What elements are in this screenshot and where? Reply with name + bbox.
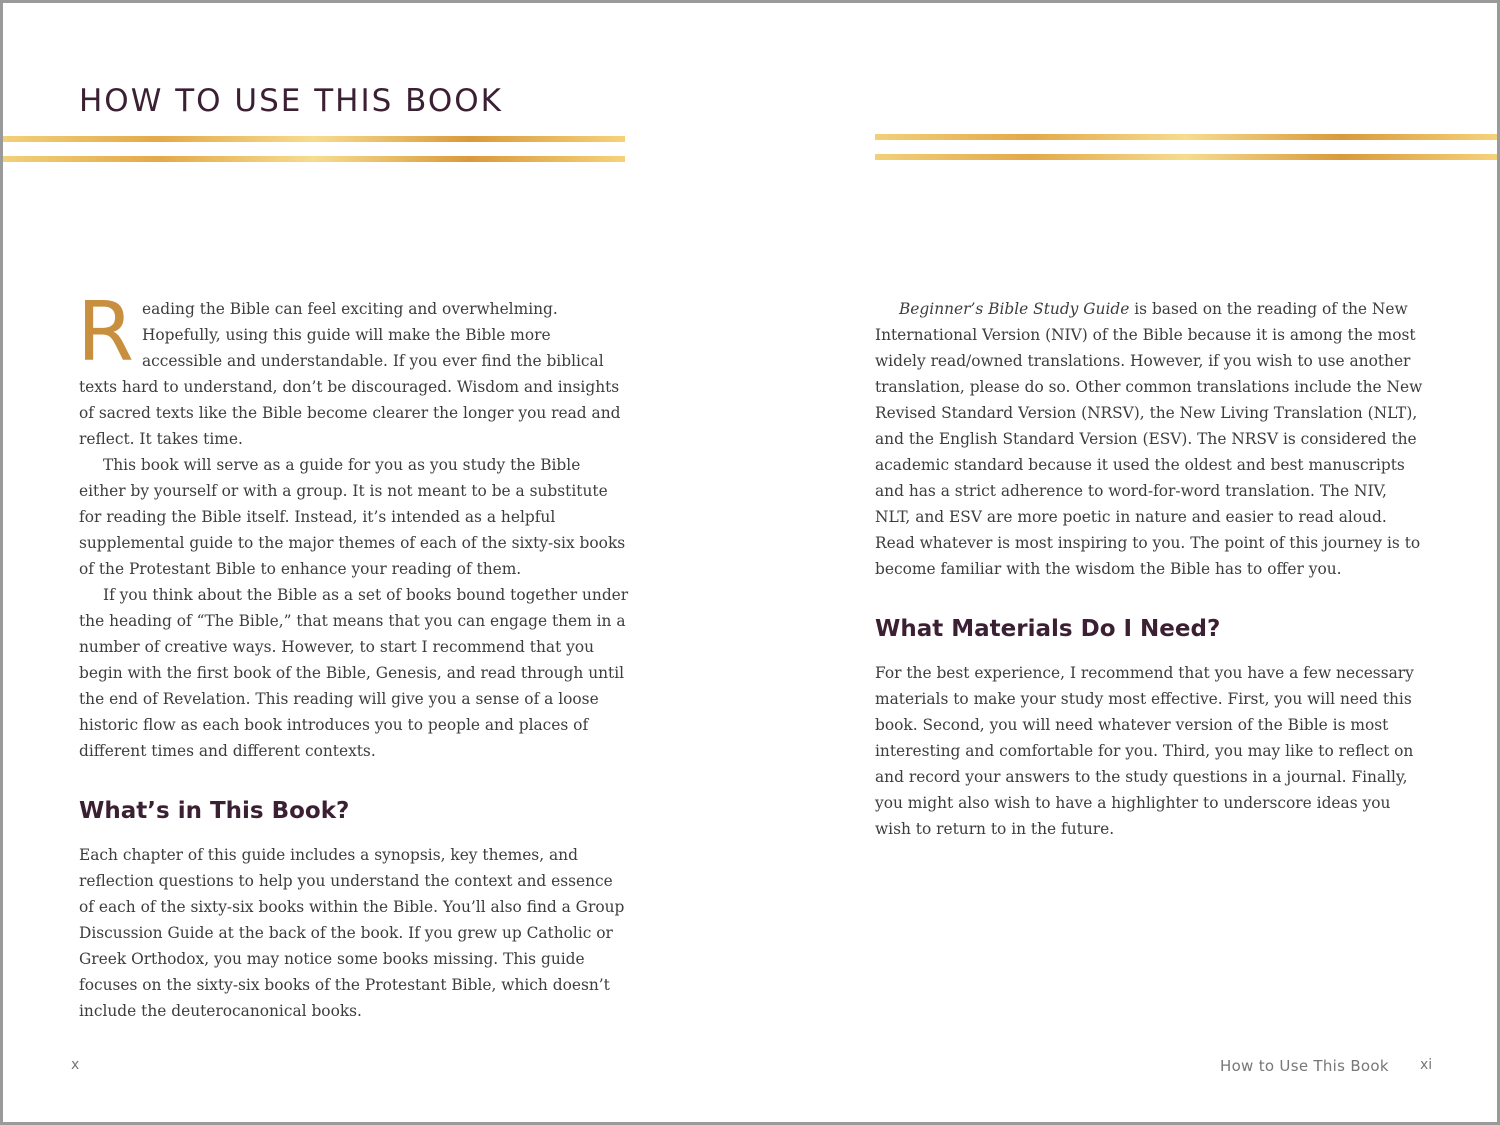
left-page bbox=[3, 3, 750, 1122]
section2-paragraph: For the best experience, I recommend that you have a few necessary materials to make your study most effective. First, you will need this book. Second, you will need whatever version of the Bible is most interesting and comfortable for you. Third, you may like to reflect on and record your answers to the study questions in a journal. Finally, you might also wish to have a highlighter to underscore ideas you wish to return to in the future. bbox=[875, 664, 1414, 838]
running-head: How to Use This Book bbox=[1220, 1057, 1389, 1075]
intro-paragraph-2: This book will serve as a guide for you as you study the Bible either by yourself or with a group. It is not meant to be a substitute for reading the Bible itself. Instead, it’s intended as a helpful supplemental guide to the major themes of each of the sixty-six books of the Protestant Bible to enhance your reading of them. bbox=[79, 456, 626, 578]
drop-cap: R bbox=[77, 285, 134, 380]
right-page bbox=[750, 3, 1497, 1122]
gold-rule-bottom bbox=[3, 156, 625, 162]
left-text-column bbox=[77, 285, 629, 1024]
section1-paragraph: Each chapter of this guide includes a synopsis, key themes, and reflection questions to help you understand the context and essence of each of the sixty-six books within the Bible. You’ll also find a Group Discussion Guide at the back of the book. If you grew up Catholic or Greek Orthodox, you may notice some books missing. This guide focuses on the sixty-six books of the Protestant Bible, which doesn’t include the deuterocanonical books. bbox=[79, 846, 625, 1020]
book-spread bbox=[3, 3, 1497, 1122]
translation-paragraph-text: is based on the reading of the New International Version (NIV) of the Bible because it is among the most widely read/owned translations. However, if you wish to use another translation, please do so. Other common translations include the New Revised Standard Version (NRSV), the New Living Translation (NLT), and the English Standard Version (ESV). The NRSV is considered the academic standard because it used the oldest and best manuscripts and has a strict adherence to word-for-word translation. The NIV, NLT, and ESV are more poetic in nature and easier to read aloud. Read whatever is most inspiring to you. The point of this journey is to become familiar with the wisdom the Bible has to offer you. bbox=[875, 300, 1423, 578]
page-number-left: x bbox=[71, 1057, 80, 1073]
intro-paragraph-1 bbox=[77, 285, 629, 452]
translation-paragraph bbox=[875, 296, 1425, 582]
book-title-italic: Beginner’s Bible Study Guide bbox=[899, 300, 1130, 318]
page-number-right: xi bbox=[1420, 1057, 1433, 1073]
section-heading-materials: What Materials Do I Need? bbox=[875, 616, 1221, 642]
gold-rule-top bbox=[3, 136, 625, 142]
intro-paragraph-1-text: eading the Bible can feel exciting and overwhelming. Hopefully, using this guide will make the Bible more accessible and understandable. If you ever find the biblical texts hard to understand, don’t be discouraged. Wisdom and insights of sacred texts like the Bible become clearer the longer you read and reflect. It takes time. bbox=[79, 300, 621, 448]
section-heading-whats-in-this-book: What’s in This Book? bbox=[79, 798, 350, 824]
gold-rule-top-right bbox=[875, 134, 1497, 140]
intro-paragraph-3: If you think about the Bible as a set of books bound together under the heading of “The Bible,” that means that you can engage them in a number of creative ways. However, to start I recommend that you begin with the first book of the Bible, Genesis, and read through until the end of Revelation. This reading will give you a sense of a loose historic flow as each book introduces you to people and places of different times and different contexts. bbox=[79, 586, 629, 760]
gold-rule-bottom-right bbox=[875, 154, 1497, 160]
right-text-column bbox=[875, 296, 1425, 842]
chapter-title: HOW TO USE THIS BOOK bbox=[79, 83, 503, 119]
